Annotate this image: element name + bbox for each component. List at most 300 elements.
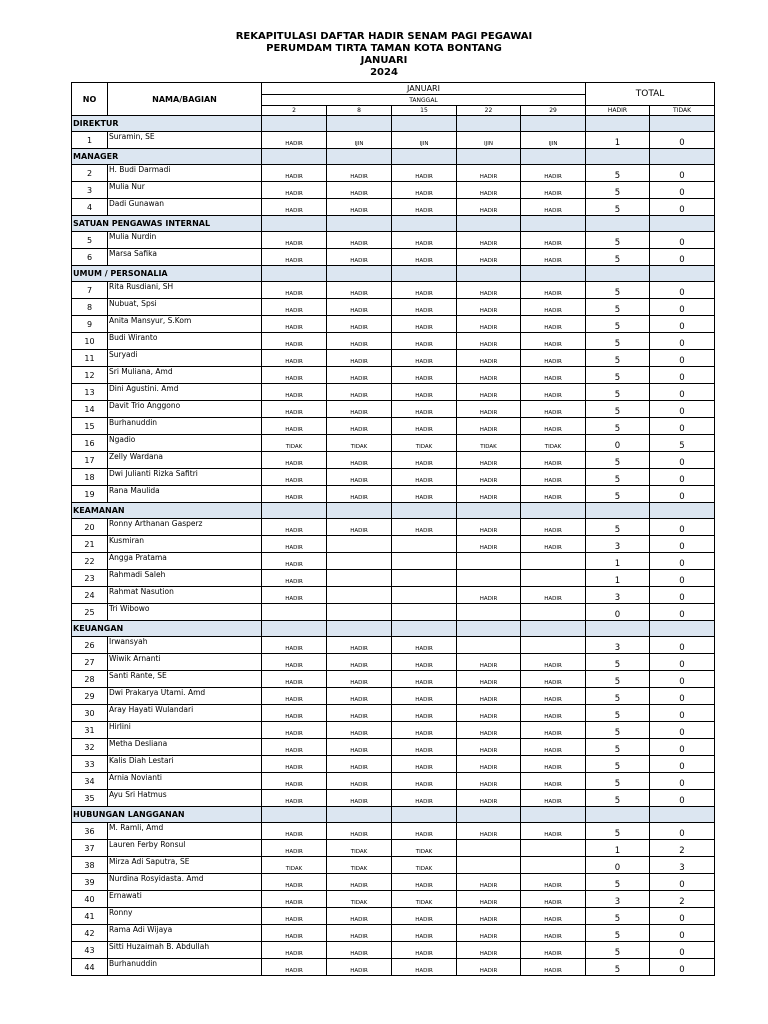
total-tidak: 0 bbox=[650, 452, 715, 469]
total-tidak: 0 bbox=[650, 688, 715, 705]
section-empty-cell bbox=[650, 266, 715, 282]
employee-name: Marsa Safika bbox=[108, 249, 262, 266]
employee-name: Dwi Julianti Rizka Safitri bbox=[108, 469, 262, 486]
row-number: 27 bbox=[72, 654, 108, 671]
attendance-cell: HADIR bbox=[457, 452, 521, 469]
section-title: UMUM / PERSONALIA bbox=[72, 266, 262, 282]
employee-name: Ngadio bbox=[108, 435, 262, 452]
total-hadir: 3 bbox=[586, 891, 650, 908]
table-row bbox=[72, 587, 715, 604]
total-hadir: 5 bbox=[586, 756, 650, 773]
employee-name: Tri Wibowo bbox=[108, 604, 262, 621]
attendance-cell: HADIR bbox=[392, 908, 457, 925]
row-number: 13 bbox=[72, 384, 108, 401]
employee-name: H. Budi Darmadi bbox=[108, 165, 262, 182]
total-hadir: 5 bbox=[586, 705, 650, 722]
row-number: 36 bbox=[72, 823, 108, 840]
attendance-cell: HADIR bbox=[392, 469, 457, 486]
attendance-cell: HADIR bbox=[521, 333, 586, 350]
attendance-cell: HADIR bbox=[327, 350, 392, 367]
attendance-cell: TIDAK bbox=[327, 840, 392, 857]
employee-name: Angga Pratama bbox=[108, 553, 262, 570]
attendance-cell: HADIR bbox=[392, 959, 457, 976]
section-title: MANAGER bbox=[72, 149, 262, 165]
total-hadir: 5 bbox=[586, 350, 650, 367]
title-line-1: REKAPITULASI DAFTAR HADIR SENAM PAGI PEGAWAI bbox=[235, 31, 533, 42]
attendance-cell: HADIR bbox=[327, 384, 392, 401]
employee-name: Burhanuddin bbox=[108, 418, 262, 435]
attendance-cell: HADIR bbox=[521, 959, 586, 976]
header-date-3: 15 bbox=[392, 106, 457, 116]
total-hadir: 5 bbox=[586, 874, 650, 891]
total-hadir: 0 bbox=[586, 435, 650, 452]
attendance-cell: HADIR bbox=[262, 942, 327, 959]
attendance-cell: HADIR bbox=[457, 333, 521, 350]
attendance-cell: HADIR bbox=[521, 739, 586, 756]
attendance-cell: HADIR bbox=[327, 908, 392, 925]
attendance-cell bbox=[521, 604, 586, 621]
total-hadir: 5 bbox=[586, 199, 650, 216]
attendance-cell: HADIR bbox=[392, 739, 457, 756]
section-empty-cell bbox=[392, 266, 457, 282]
section-empty-cell bbox=[650, 807, 715, 823]
attendance-cell bbox=[457, 857, 521, 874]
attendance-cell: HADIR bbox=[327, 418, 392, 435]
section-empty-cell bbox=[457, 216, 521, 232]
total-tidak: 0 bbox=[650, 519, 715, 536]
section-empty-cell bbox=[586, 503, 650, 519]
attendance-cell: HADIR bbox=[327, 486, 392, 503]
section-empty-cell bbox=[327, 807, 392, 823]
total-hadir: 1 bbox=[586, 840, 650, 857]
attendance-cell: IJIN bbox=[457, 132, 521, 149]
employee-name: Mulia Nurdin bbox=[108, 232, 262, 249]
row-number: 44 bbox=[72, 959, 108, 976]
attendance-cell: TIDAK bbox=[457, 435, 521, 452]
header-date-2: 8 bbox=[327, 106, 392, 116]
row-number: 30 bbox=[72, 705, 108, 722]
total-tidak: 0 bbox=[650, 132, 715, 149]
row-number: 24 bbox=[72, 587, 108, 604]
header-date-1: 2 bbox=[262, 106, 327, 116]
attendance-cell bbox=[327, 570, 392, 587]
section-row bbox=[72, 503, 715, 519]
attendance-cell bbox=[521, 840, 586, 857]
attendance-cell: HADIR bbox=[392, 401, 457, 418]
section-empty-cell bbox=[521, 216, 586, 232]
attendance-cell: HADIR bbox=[392, 519, 457, 536]
table-row bbox=[72, 350, 715, 367]
attendance-cell: IJIN bbox=[392, 132, 457, 149]
attendance-cell: HADIR bbox=[457, 249, 521, 266]
document-title bbox=[0, 31, 768, 79]
attendance-cell: HADIR bbox=[262, 840, 327, 857]
attendance-cell: HADIR bbox=[262, 536, 327, 553]
section-empty-cell bbox=[392, 216, 457, 232]
section-empty-cell bbox=[262, 116, 327, 132]
table-row bbox=[72, 299, 715, 316]
total-hadir: 5 bbox=[586, 182, 650, 199]
attendance-cell: HADIR bbox=[457, 316, 521, 333]
table-row bbox=[72, 570, 715, 587]
attendance-cell bbox=[521, 637, 586, 654]
row-number: 34 bbox=[72, 773, 108, 790]
total-tidak: 0 bbox=[650, 350, 715, 367]
section-title: HUBUNGAN LANGGANAN bbox=[72, 807, 262, 823]
total-hadir: 0 bbox=[586, 857, 650, 874]
attendance-cell: HADIR bbox=[262, 333, 327, 350]
attendance-cell: HADIR bbox=[392, 688, 457, 705]
attendance-cell: HADIR bbox=[521, 587, 586, 604]
attendance-cell: HADIR bbox=[457, 925, 521, 942]
table-row bbox=[72, 925, 715, 942]
section-empty-cell bbox=[650, 621, 715, 637]
attendance-cell: HADIR bbox=[262, 553, 327, 570]
row-number: 11 bbox=[72, 350, 108, 367]
attendance-cell: HADIR bbox=[262, 688, 327, 705]
employee-name: Suramin, SE bbox=[108, 132, 262, 149]
employee-name: Mirza Adi Saputra, SE bbox=[108, 857, 262, 874]
attendance-cell: TIDAK bbox=[262, 435, 327, 452]
employee-name: Rana Maulida bbox=[108, 486, 262, 503]
attendance-cell bbox=[457, 637, 521, 654]
attendance-cell: HADIR bbox=[262, 367, 327, 384]
attendance-cell: HADIR bbox=[262, 790, 327, 807]
table-row bbox=[72, 756, 715, 773]
attendance-cell: HADIR bbox=[392, 654, 457, 671]
attendance-cell: HADIR bbox=[392, 823, 457, 840]
total-tidak: 0 bbox=[650, 316, 715, 333]
table-row bbox=[72, 333, 715, 350]
attendance-cell: HADIR bbox=[457, 908, 521, 925]
header-tanggal: TANGGAL bbox=[262, 95, 586, 106]
attendance-cell bbox=[457, 553, 521, 570]
employee-name: Sri Muliana, Amd bbox=[108, 367, 262, 384]
row-number: 19 bbox=[72, 486, 108, 503]
employee-name: Zelly Wardana bbox=[108, 452, 262, 469]
total-hadir: 5 bbox=[586, 316, 650, 333]
row-number: 39 bbox=[72, 874, 108, 891]
header-tidak: TIDAK bbox=[650, 106, 715, 116]
attendance-cell: HADIR bbox=[521, 705, 586, 722]
total-tidak: 0 bbox=[650, 925, 715, 942]
table-row bbox=[72, 671, 715, 688]
table-row bbox=[72, 316, 715, 333]
attendance-cell: HADIR bbox=[327, 959, 392, 976]
total-tidak: 0 bbox=[650, 874, 715, 891]
total-hadir: 0 bbox=[586, 604, 650, 621]
attendance-cell bbox=[457, 570, 521, 587]
section-empty-cell bbox=[457, 807, 521, 823]
attendance-cell: HADIR bbox=[392, 182, 457, 199]
attendance-cell: HADIR bbox=[262, 959, 327, 976]
attendance-cell: HADIR bbox=[457, 959, 521, 976]
attendance-cell bbox=[521, 570, 586, 587]
total-hadir: 1 bbox=[586, 570, 650, 587]
section-empty-cell bbox=[392, 621, 457, 637]
attendance-cell: HADIR bbox=[327, 773, 392, 790]
attendance-cell: HADIR bbox=[262, 637, 327, 654]
total-hadir: 5 bbox=[586, 671, 650, 688]
employee-name: Kusmiran bbox=[108, 536, 262, 553]
attendance-cell: HADIR bbox=[327, 401, 392, 418]
table-row bbox=[72, 908, 715, 925]
section-empty-cell bbox=[521, 807, 586, 823]
attendance-cell: HADIR bbox=[521, 874, 586, 891]
employee-name: Mulia Nur bbox=[108, 182, 262, 199]
total-tidak: 0 bbox=[650, 756, 715, 773]
table-row bbox=[72, 840, 715, 857]
attendance-cell: HADIR bbox=[521, 756, 586, 773]
employee-name: Rahmat Nasution bbox=[108, 587, 262, 604]
section-empty-cell bbox=[650, 149, 715, 165]
row-number: 41 bbox=[72, 908, 108, 925]
total-tidak: 0 bbox=[650, 773, 715, 790]
attendance-cell: HADIR bbox=[521, 232, 586, 249]
section-empty-cell bbox=[327, 503, 392, 519]
attendance-cell: HADIR bbox=[521, 823, 586, 840]
table-row bbox=[72, 486, 715, 503]
attendance-cell: HADIR bbox=[392, 418, 457, 435]
table-row bbox=[72, 959, 715, 976]
table-row bbox=[72, 536, 715, 553]
total-hadir: 5 bbox=[586, 367, 650, 384]
total-hadir: 5 bbox=[586, 688, 650, 705]
total-hadir: 3 bbox=[586, 587, 650, 604]
attendance-cell: HADIR bbox=[262, 299, 327, 316]
row-number: 22 bbox=[72, 553, 108, 570]
table-row bbox=[72, 604, 715, 621]
table-row bbox=[72, 722, 715, 739]
attendance-cell: HADIR bbox=[457, 942, 521, 959]
attendance-cell: HADIR bbox=[262, 232, 327, 249]
table-row bbox=[72, 401, 715, 418]
row-number: 32 bbox=[72, 739, 108, 756]
attendance-cell: HADIR bbox=[262, 316, 327, 333]
attendance-cell bbox=[521, 553, 586, 570]
total-hadir: 5 bbox=[586, 908, 650, 925]
attendance-cell: HADIR bbox=[327, 874, 392, 891]
section-empty-cell bbox=[392, 116, 457, 132]
section-empty-cell bbox=[457, 266, 521, 282]
attendance-cell: HADIR bbox=[521, 299, 586, 316]
row-number: 15 bbox=[72, 418, 108, 435]
section-empty-cell bbox=[650, 116, 715, 132]
attendance-cell: HADIR bbox=[457, 823, 521, 840]
attendance-cell: HADIR bbox=[392, 350, 457, 367]
attendance-cell: HADIR bbox=[392, 232, 457, 249]
row-number: 10 bbox=[72, 333, 108, 350]
attendance-cell: HADIR bbox=[457, 519, 521, 536]
attendance-cell: HADIR bbox=[392, 249, 457, 266]
total-tidak: 0 bbox=[650, 570, 715, 587]
total-tidak: 0 bbox=[650, 333, 715, 350]
attendance-cell bbox=[457, 604, 521, 621]
attendance-cell: HADIR bbox=[392, 773, 457, 790]
attendance-cell: HADIR bbox=[457, 790, 521, 807]
total-hadir: 5 bbox=[586, 469, 650, 486]
total-tidak: 0 bbox=[650, 637, 715, 654]
table-row bbox=[72, 942, 715, 959]
section-title: DIREKTUR bbox=[72, 116, 262, 132]
attendance-cell: TIDAK bbox=[392, 857, 457, 874]
attendance-cell bbox=[327, 587, 392, 604]
table-row bbox=[72, 637, 715, 654]
section-empty-cell bbox=[262, 503, 327, 519]
total-tidak: 0 bbox=[650, 469, 715, 486]
employee-name: Anita Mansyur, S.Kom bbox=[108, 316, 262, 333]
attendance-cell: HADIR bbox=[457, 874, 521, 891]
section-empty-cell bbox=[262, 807, 327, 823]
attendance-cell: HADIR bbox=[262, 654, 327, 671]
attendance-cell: HADIR bbox=[521, 316, 586, 333]
employee-name: Wiwik Arnanti bbox=[108, 654, 262, 671]
attendance-cell: HADIR bbox=[327, 316, 392, 333]
attendance-cell: HADIR bbox=[392, 671, 457, 688]
attendance-cell: HADIR bbox=[327, 823, 392, 840]
attendance-cell: HADIR bbox=[521, 891, 586, 908]
attendance-cell: HADIR bbox=[327, 942, 392, 959]
attendance-cell: HADIR bbox=[262, 401, 327, 418]
total-hadir: 5 bbox=[586, 654, 650, 671]
attendance-cell: HADIR bbox=[327, 654, 392, 671]
attendance-cell: HADIR bbox=[521, 182, 586, 199]
section-title: SATUAN PENGAWAS INTERNAL bbox=[72, 216, 262, 232]
row-number: 17 bbox=[72, 452, 108, 469]
employee-name: Metha Desliana bbox=[108, 739, 262, 756]
table-row bbox=[72, 654, 715, 671]
attendance-cell: HADIR bbox=[521, 654, 586, 671]
row-number: 6 bbox=[72, 249, 108, 266]
attendance-cell: HADIR bbox=[262, 756, 327, 773]
attendance-cell: TIDAK bbox=[327, 435, 392, 452]
table-row bbox=[72, 367, 715, 384]
attendance-cell: HADIR bbox=[457, 536, 521, 553]
attendance-cell: HADIR bbox=[392, 486, 457, 503]
total-tidak: 0 bbox=[650, 671, 715, 688]
total-tidak: 0 bbox=[650, 908, 715, 925]
employee-name: Rita Rusdiani, SH bbox=[108, 282, 262, 299]
attendance-cell: HADIR bbox=[327, 519, 392, 536]
section-empty-cell bbox=[327, 116, 392, 132]
employee-name: Davit Trio Anggono bbox=[108, 401, 262, 418]
employee-name: Sitti Huzaimah B. Abdullah bbox=[108, 942, 262, 959]
attendance-cell: HADIR bbox=[521, 350, 586, 367]
attendance-cell: HADIR bbox=[327, 688, 392, 705]
total-tidak: 0 bbox=[650, 553, 715, 570]
section-empty-cell bbox=[392, 807, 457, 823]
attendance-cell: HADIR bbox=[521, 908, 586, 925]
total-tidak: 0 bbox=[650, 165, 715, 182]
attendance-cell: HADIR bbox=[521, 384, 586, 401]
attendance-cell: HADIR bbox=[262, 132, 327, 149]
attendance-cell: HADIR bbox=[392, 384, 457, 401]
attendance-cell: HADIR bbox=[521, 925, 586, 942]
employee-name: Irwansyah bbox=[108, 637, 262, 654]
row-number: 14 bbox=[72, 401, 108, 418]
row-number: 31 bbox=[72, 722, 108, 739]
attendance-cell: HADIR bbox=[392, 722, 457, 739]
section-row bbox=[72, 216, 715, 232]
table-row bbox=[72, 132, 715, 149]
row-number: 40 bbox=[72, 891, 108, 908]
attendance-cell: HADIR bbox=[262, 165, 327, 182]
section-empty-cell bbox=[262, 266, 327, 282]
total-hadir: 5 bbox=[586, 773, 650, 790]
attendance-cell: HADIR bbox=[262, 891, 327, 908]
total-tidak: 0 bbox=[650, 536, 715, 553]
table-row bbox=[72, 384, 715, 401]
header-month: JANUARI bbox=[262, 83, 586, 95]
attendance-cell: HADIR bbox=[457, 722, 521, 739]
total-tidak: 2 bbox=[650, 840, 715, 857]
attendance-cell: HADIR bbox=[262, 486, 327, 503]
employee-name: Dini Agustini. Amd bbox=[108, 384, 262, 401]
attendance-cell: HADIR bbox=[521, 401, 586, 418]
total-hadir: 5 bbox=[586, 452, 650, 469]
header-hadir: HADIR bbox=[586, 106, 650, 116]
section-empty-cell bbox=[521, 621, 586, 637]
row-number: 37 bbox=[72, 840, 108, 857]
header-date-5: 29 bbox=[521, 106, 586, 116]
section-empty-cell bbox=[521, 116, 586, 132]
row-number: 9 bbox=[72, 316, 108, 333]
attendance-cell: HADIR bbox=[262, 587, 327, 604]
total-tidak: 0 bbox=[650, 739, 715, 756]
attendance-cell: HADIR bbox=[392, 199, 457, 216]
total-hadir: 5 bbox=[586, 519, 650, 536]
total-tidak: 0 bbox=[650, 654, 715, 671]
total-tidak: 0 bbox=[650, 587, 715, 604]
attendance-cell: HADIR bbox=[457, 367, 521, 384]
total-hadir: 5 bbox=[586, 823, 650, 840]
employee-name: Lauren Ferby Ronsul bbox=[108, 840, 262, 857]
attendance-cell: HADIR bbox=[457, 671, 521, 688]
row-number: 7 bbox=[72, 282, 108, 299]
attendance-cell: HADIR bbox=[327, 182, 392, 199]
attendance-cell bbox=[327, 553, 392, 570]
attendance-cell: HADIR bbox=[327, 469, 392, 486]
section-empty-cell bbox=[650, 503, 715, 519]
row-number: 1 bbox=[72, 132, 108, 149]
employee-name: Arnia Novianti bbox=[108, 773, 262, 790]
attendance-cell: HADIR bbox=[262, 418, 327, 435]
attendance-cell: HADIR bbox=[457, 688, 521, 705]
employee-name: Dadi Gunawan bbox=[108, 199, 262, 216]
attendance-cell: HADIR bbox=[392, 452, 457, 469]
section-empty-cell bbox=[262, 621, 327, 637]
table-row bbox=[72, 688, 715, 705]
section-row bbox=[72, 807, 715, 823]
row-number: 43 bbox=[72, 942, 108, 959]
attendance-cell: HADIR bbox=[262, 182, 327, 199]
attendance-cell: HADIR bbox=[262, 384, 327, 401]
attendance-cell: HADIR bbox=[262, 671, 327, 688]
attendance-cell bbox=[327, 536, 392, 553]
total-hadir: 5 bbox=[586, 925, 650, 942]
section-empty-cell bbox=[586, 621, 650, 637]
total-tidak: 0 bbox=[650, 232, 715, 249]
attendance-cell: HADIR bbox=[392, 637, 457, 654]
total-tidak: 0 bbox=[650, 249, 715, 266]
section-empty-cell bbox=[262, 149, 327, 165]
section-empty-cell bbox=[327, 621, 392, 637]
table-row bbox=[72, 469, 715, 486]
attendance-cell: HADIR bbox=[392, 282, 457, 299]
row-number: 2 bbox=[72, 165, 108, 182]
attendance-cell: HADIR bbox=[262, 823, 327, 840]
attendance-cell bbox=[392, 536, 457, 553]
